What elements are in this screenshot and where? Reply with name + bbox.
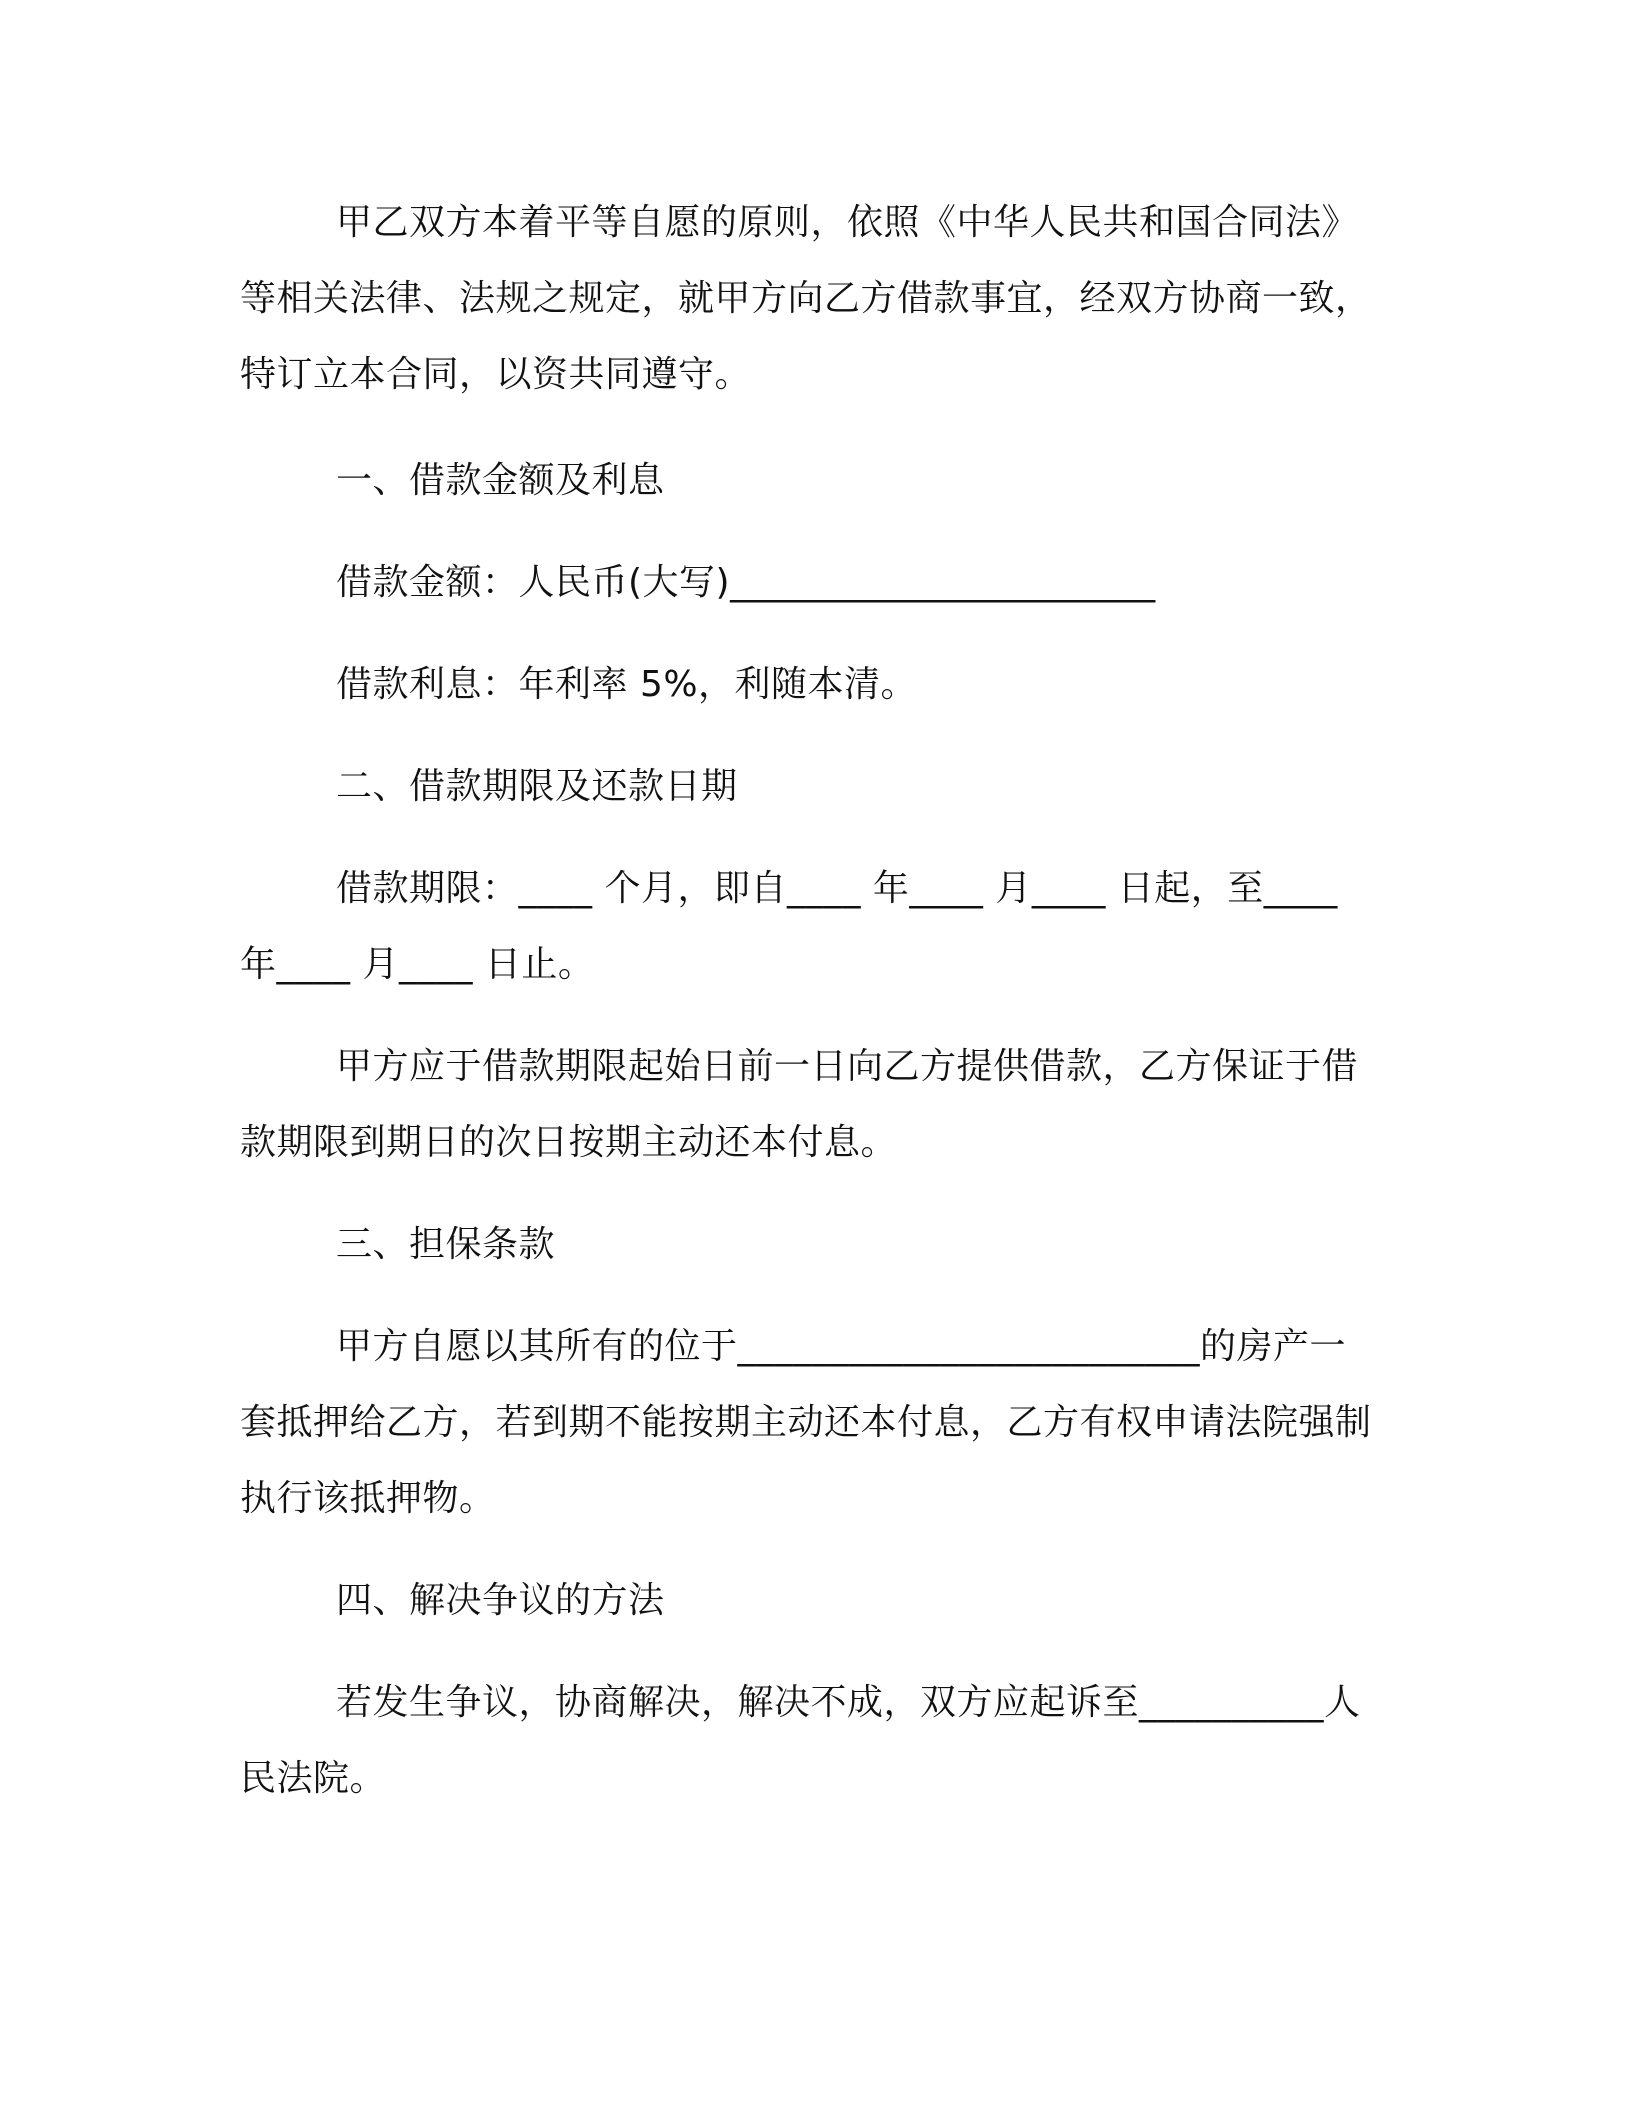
collateral-paragraph: 甲方自愿以其所有的位于_________________________的房产一套抵押给乙方，若到期不能按期主动还本付息，乙方有权申请法院强制执行该抵押物。 xyxy=(240,1326,1372,1519)
repayment-obligation-paragraph: 甲方应于借款期限起始日前一日向乙方提供借款，乙方保证于借款期限到期日的次日按期主动还本付息。 xyxy=(240,1046,1359,1163)
intro-paragraph: 甲乙双方本着平等自愿的原则，依照《中华人民共和国合同法》等相关法律、法规之规定，就甲方向乙方借款事宜，经双方协商一致，特订立本合同，以资共同遵守。 xyxy=(240,202,1372,395)
dispute-paragraph: 若发生争议，协商解决，解决不成，双方应起诉至__________人民法院。 xyxy=(240,1682,1361,1799)
loan-term-paragraph: 借款期限：____ 个月，即自____ 年____ 月____ 日起，至____ 年____ 月____ 日止。 xyxy=(240,868,1350,985)
section-heading-loan-term: 二、借款期限及还款日期 xyxy=(336,766,738,807)
loan-interest-paragraph: 借款利息：年利率 5%，利随本清。 xyxy=(336,664,918,705)
section-heading-loan-amount: 一、借款金额及利息 xyxy=(336,460,665,501)
document-body xyxy=(240,185,1380,1817)
section-heading-guarantee: 三、担保条款 xyxy=(336,1224,556,1265)
section-heading-dispute: 四、解决争议的方法 xyxy=(336,1580,665,1621)
loan-amount-paragraph: 借款金额：人民币(大写)_______________________ xyxy=(336,562,1156,603)
